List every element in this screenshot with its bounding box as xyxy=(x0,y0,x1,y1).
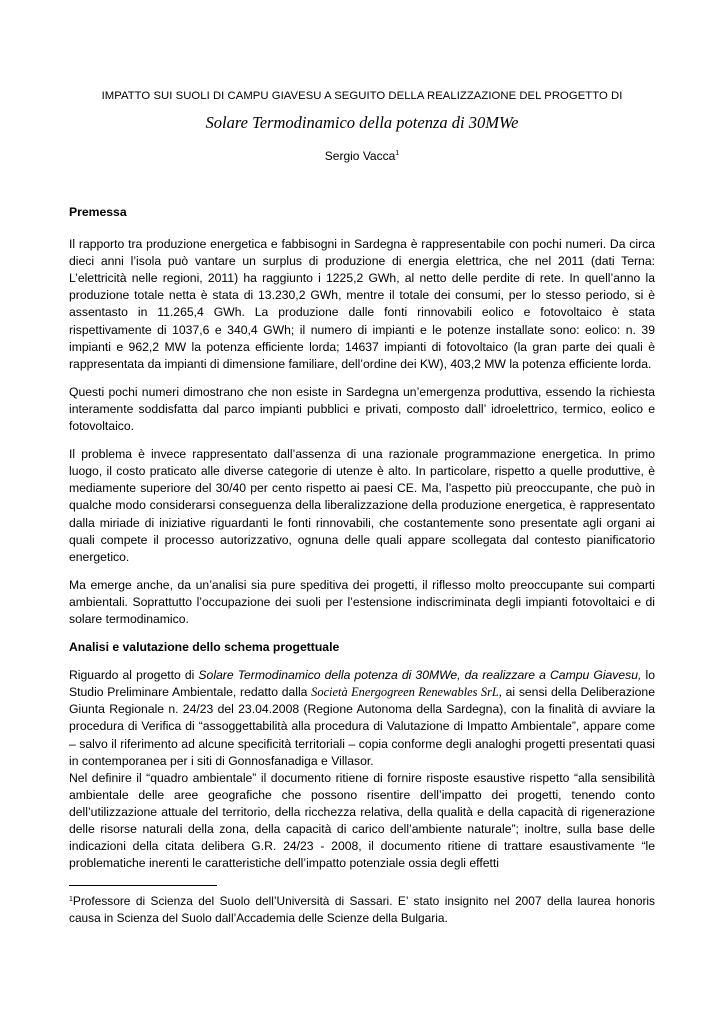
footnote xyxy=(69,893,655,927)
company-name: Società Energogreen Renewables SrL, xyxy=(311,685,502,700)
section-heading-premessa: Premessa xyxy=(69,205,127,219)
paragraph-quadro-ambientale: Nel definire il “quadro ambientale” il documento ritiene di fornire risposte esaustive rispetto “alla sensibilità ambientale delle aree geografiche che possono risentire dell’impatto dei progetti, tenendo conto dell’utilizzazione attuale del territorio, della ricchezza relativa, della qualità e della capacità di rigenerazione delle risorse naturali della zona, della capacità di carico dell’ambiente naturale”; inoltre, sulla base delle indicazioni della citata delibera G.R. 24/23 - 2008, il documento ritiene di trattare esaustivamente “le problematiche inerenti le caratteristiche dell’impatto potenziale ossia degli effetti xyxy=(69,770,655,871)
text-run: ai sensi della Deliberazione Giunta Regionale n. 24/23 del 23.04.2008 (Regione Autonoma della Sardegna), con la finalità di avviare la procedura di Verifica di “assoggettabilità alla procedura di Valutazione di Impatto Ambientale”, appare come – salvo il riferimento ad alcune specificità territoriali – copia conforme degli analoghi progetti presentati quasi in contemporanea per i siti di Gonnosfanadiga e Villasor. xyxy=(69,685,655,768)
text-run: lo Studio Preliminare Ambientale, redatto dalla xyxy=(69,668,655,700)
paragraph-project-study xyxy=(69,667,655,770)
author-name: Sergio Vacca xyxy=(324,149,396,163)
document-title: IMPATTO SUI SUOLI DI CAMPU GIAVESU A SEGUITO DELLA REALIZZAZIONE DEL PROGETTO DI xyxy=(101,90,623,102)
footnote-reference[interactable]: 1 xyxy=(395,150,400,157)
footnote-separator xyxy=(69,885,217,886)
document-body xyxy=(69,204,655,872)
footnote-mark: 1 xyxy=(69,896,73,903)
text-run: Riguardo al progetto di xyxy=(69,668,199,683)
project-name-italic: Solare Termodinamico della potenza di 30MWe, da realizzare a Campu Giavesu, xyxy=(198,668,642,683)
paragraph-no-emergency: Questi pochi numeri dimostrano che non esiste in Sardegna un’emergenza produttiva, essendo la richiesta interamente soddisfatta dal parco impianti pubblici e privati, composto dall’ idroelettrico, termico, eolico e fotovoltaico. xyxy=(69,384,655,434)
author-line xyxy=(60,148,664,165)
section-heading-analisi: Analisi e valutazione dello schema progettuale xyxy=(69,640,340,655)
paragraph-planning-problem: Il problema è invece rappresentato dall’assenza di una razionale programmazione energetica. In primo luogo, il costo praticato alle diverse categorie di utenze è alto. In particolare, rispetto a quelle produttive, è mediamente superiore del 30/40 per cento rispetto ai paesi CE. Ma, l’aspetto più preoccupante, che può in qualche modo considerarsi conseguenza della liberalizzazione della produzione energetica, è rappresentato dalla miriade di iniziative riguardanti le fonti rinnovabili, che costantemente sono presentate agli organi ai quali compete il processo autorizzativo, ognuna delle quali appare scollegata dal contesto pianificatorio energetico. xyxy=(69,447,655,564)
paragraph-environmental-impact: Ma emerge anche, da un’analisi sia pure speditiva dei progetti, il riflesso molto preoccupante sui comparti ambientali. Soprattutto l’occupazione dei suoli per l’estensione indiscriminata degli impianti fotovoltaici e di solare termodinamico. xyxy=(69,577,655,626)
paragraph-energy-figures: Il rapporto tra produzione energetica e fabbisogni in Sardegna è rappresentabile con pochi numeri. Da circa dieci anni l’isola può vantare un surplus di produzione di energia elettrica, che nel 2011 (dati Terna: L’elettricità nelle regioni, 2011) ha raggiunto i 1225,2 GWh, al netto delle perdite di rete. In quell’anno la produzione totale netta è stata di 13.230,2 GWh, mentre il totale dei consumi, per lo stesso periodo, si è assentasto in 11.265,4 GWh. La produzione dalle fonti rinnovabili eolico e fotovoltaico è stata rispettivamente di 1037,6 e 340,4 GWh; il numero di impianti e le potenze installate sono: eolico: n. 39 impianti e 962,2 MW la potenza efficiente lorda; 14637 impianti di fotovoltaico (la gran parte dei quali è rappresentata da impianti di dimensione familiare, dell’ordine dei KW), 403,2 MW la potenza efficiente lorda. xyxy=(69,237,655,371)
project-subtitle: Solare Termodinamico della potenza di 30MWe xyxy=(205,113,519,132)
footnote-text: Professore di Scienza del Suolo dell’Università di Sassari. E’ stato insignito nel 2007 della laurea honoris causa in Scienza del Suolo dall’Accademia delle Scienze della Bulgaria. xyxy=(69,894,655,925)
